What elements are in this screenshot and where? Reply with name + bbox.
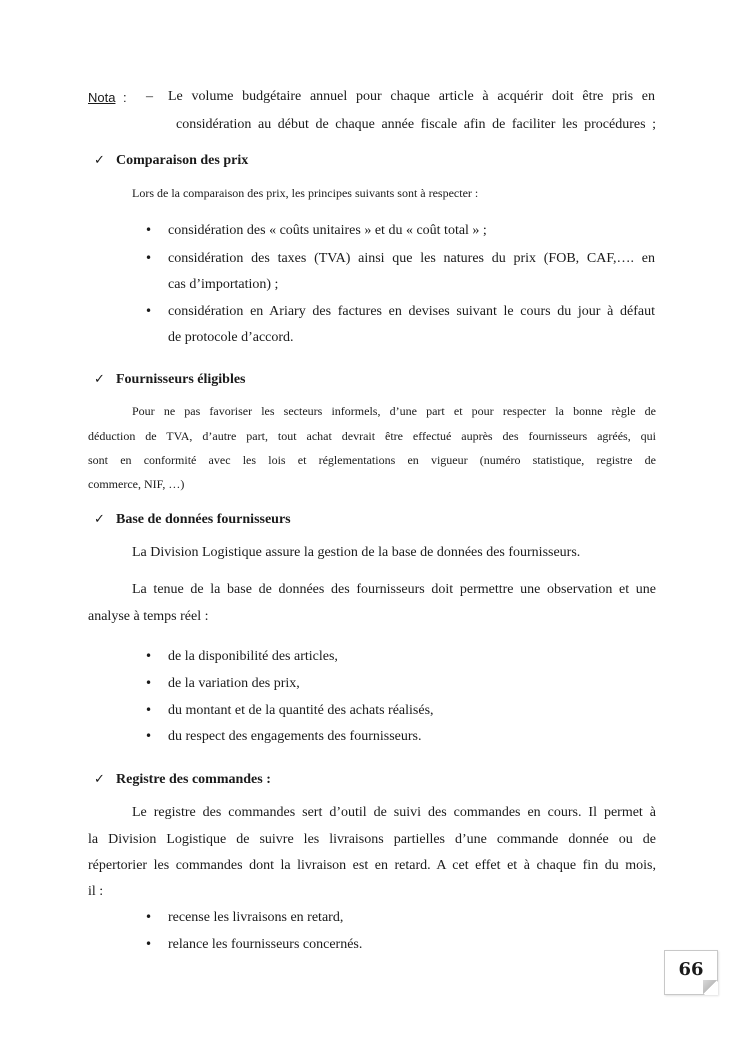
list-item: • recense les livraisons en retard,	[168, 910, 343, 926]
nota-line-1: Le volume budgétaire annuel pour chaque article à acquérir doit être pris en	[168, 89, 655, 104]
comparaison-intro: Lors de la comparaison des prix, les principes suivants sont à respecter :	[132, 186, 479, 200]
list-item: • considération des « coûts unitaires » et du « coût total » ;	[168, 223, 487, 239]
list-item: • considération des taxes (TVA) ainsi que les natures du prix (FOB, CAF,…. en	[168, 251, 655, 267]
checkmark-icon: ✓	[94, 772, 105, 787]
heading-fournisseurs-eligibles: Fournisseurs éligibles	[116, 372, 246, 387]
nota-line-2: considération au début de chaque année fiscale afin de faciliter les procédures ;	[176, 117, 656, 132]
fournisseurs-line-2: déduction de TVA, d’autre part, tout achat devrait être effectué auprès des fournisseurs agréés, qui	[88, 429, 656, 443]
base-para-2-line-2: analyse à temps réel :	[88, 609, 209, 624]
checkmark-icon: ✓	[94, 372, 105, 387]
heading-comparaison-des-prix: Comparaison des prix	[116, 153, 249, 168]
fournisseurs-line-1: Pour ne pas favoriser les secteurs informels, d’une part et pour respecter la bonne règle de	[132, 404, 656, 418]
list-item: • du respect des engagements des fournisseurs.	[168, 729, 421, 745]
checkmark-icon: ✓	[94, 153, 105, 168]
nota-colon: :	[123, 90, 127, 105]
fournisseurs-line-4: commerce, NIF, …)	[88, 477, 185, 491]
base-para-2-line-1: La tenue de la base de données des fournisseurs doit permettre une observation et une	[132, 582, 656, 597]
heading-registre-des-commandes: Registre des commandes :	[116, 772, 271, 787]
nota-label: Nota	[88, 90, 116, 105]
registre-line-2: la Division Logistique de suivre les livraisons partielles d’une commande donnée ou de	[88, 832, 656, 847]
registre-line-3: répertorier les commandes dont la livraison est en retard. A cet effet et à chaque fin du mois,	[88, 858, 656, 873]
list-item: • du montant et de la quantité des achats réalisés,	[168, 703, 434, 719]
list-item: • de la disponibilité des articles,	[168, 649, 338, 665]
base-para-1: La Division Logistique assure la gestion de la base de données des fournisseurs.	[132, 545, 581, 560]
list-item: • considération en Ariary des factures en devises suivant le cours du jour à défaut	[168, 304, 655, 320]
list-item-continuation: cas d’importation) ;	[168, 277, 279, 292]
checkmark-icon: ✓	[94, 512, 105, 527]
registre-line-1: Le registre des commandes sert d’outil de suivi des commandes en cours. Il permet à	[132, 805, 656, 820]
page-number-box	[664, 950, 718, 995]
list-item: • de la variation des prix,	[168, 676, 300, 692]
fournisseurs-line-3: sont en conformité avec les lois et réglementations en vigueur (numéro statistique, registre de	[88, 453, 656, 467]
page-curl-shade	[703, 980, 717, 994]
nota-dash: –	[146, 89, 153, 104]
list-item-continuation: de protocole d’accord.	[168, 330, 294, 345]
page-number: 66	[678, 959, 704, 980]
heading-base-de-donnees: Base de données fournisseurs	[116, 512, 291, 527]
list-item: • relance les fournisseurs concernés.	[168, 937, 362, 953]
registre-line-4: il :	[88, 884, 104, 899]
